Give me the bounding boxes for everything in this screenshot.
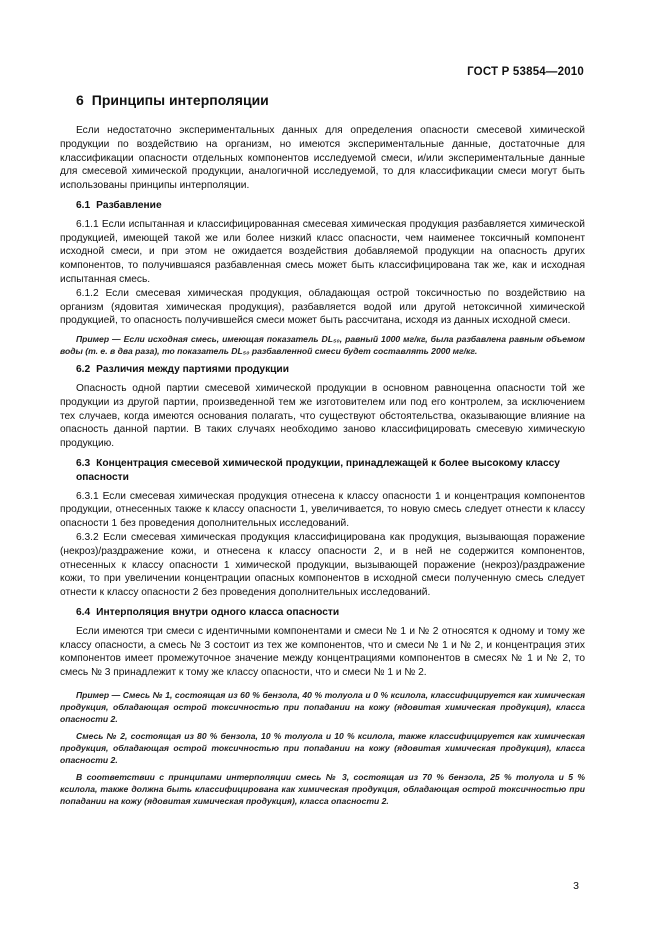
section-heading xyxy=(76,92,585,108)
paragraph-6-1-2: 6.1.2 Если смесевая химическая продукция, обладающая острой токсичностью по воздействию на организм (ядовитая химическая продукция), разбавляется водой или другой нетоксичной химической продукцией, то опасность получившейся смеси может быть рассчитана, исходя из данных исходной смеси. xyxy=(60,287,585,327)
paragraph-6-4: Если имеются три смеси с идентичными компонентами и смеси № 1 и № 2 относятся к одному и тому же классу опасности, а смесь № 3 состоит из тех же компонентов, что и смеси № 1 и № 2, и концентрация этих компонентов имеет промежуточное значение между концентрациями компонентов в смесях № 1 и № 2, то смесь № 3 принадлежит к тому же классу опасности, что и смеси № 1 и № 2. xyxy=(60,625,585,679)
subsection-heading-6-3: 6.3 Концентрация смесевой химической продукции, принадлежащей к более высокому классу опасности xyxy=(76,457,560,483)
paragraph-6-2: Опасность одной партии смесевой химической продукции в основном равноценна опасности той же продукции из другой партии, произведенной тем же изготовителем или под его контролем, за исключением тех случаев, когда имеются основания полагать, что существуют обстоятельства, оказывающие влияние на опасность данной партии. В таких случаях необходимо заново классифицировать смесевую химическую продукцию. xyxy=(60,382,585,450)
page-number: 3 xyxy=(573,880,579,892)
example-note-6-1: Пример — Если исходная смесь, имеющая показатель DL₅₀, равный 1000 мг/кг, была разбавлена равным объемом воды (т. е. в два раза), то показатель DL₅₀ разбавленной смеси будет составлять 2000 мг/кг. xyxy=(60,334,585,357)
example-note-6-4-2: Смесь № 2, состоящая из 80 % бензола, 10 % толуола и 10 % ксилола, также классифицируется как химическая продукция, обладающая острой токсичностью при попадании на кожу (ядовитая химическая продукция), класса опасности 2. xyxy=(60,730,585,765)
intro-paragraph: Если недостаточно экспериментальных данных для определения опасности смесевой химической продукции по воздействию на организм, но имеются экспериментальные данные, достаточные для классификации опасности отдельных компонентов исследуемой смеси, и/или экспериментальные данные для смесевой химической продукции, аналогичной исследуемой, то для классификации смеси могут быть использованы принципы интерполяции. xyxy=(60,125,585,192)
section-number: 6 xyxy=(76,92,84,108)
subsection-heading-6-2: 6.2 Различия между партиями продукции xyxy=(76,364,289,376)
section-title: Принципы интерполяции xyxy=(91,92,269,108)
paragraph-6-1-1: 6.1.1 Если испытанная и классифицированная смесевая химическая продукция разбавляется химической продукцией, имеющей такой же или более низкий класс опасности, чем наименее токсичный компонент исходной смеси, и при этом не ожидается воздействия добавляемой продукции на опасность других компонентов, то получившаяся разбавленная смесь может быть классифицирована так же, как и исходная испытанная смесь. xyxy=(60,218,585,285)
paragraph-6-3-1: 6.3.1 Если смесевая химическая продукция отнесена к классу опасности 1 и концентрация компонентов продукции, отнесенных также к классу опасности 1, увеличивается, то новую смесь следует отнести к классу опасности 1 без проведения дополнительных исследований. xyxy=(60,490,585,530)
subsection-heading-6-1: 6.1 Разбавление xyxy=(76,199,162,211)
standard-header: ГОСТ Р 53854—2010 xyxy=(467,66,584,78)
example-note-6-4-1: Пример — Смесь № 1, состоящая из 60 % бензола, 40 % толуола и 0 % ксилола, классифицируется как химическая продукция, обладающая острой токсичностью при попадании на кожу (ядовитая химическая продукция), класса опасности 2. xyxy=(60,689,585,724)
page-content xyxy=(60,92,585,811)
paragraph-6-3-2: 6.3.2 Если смесевая химическая продукция классифицирована как продукция, вызывающая поражение (некроз)/раздражение кожи, и отнесена к классу опасности 2, и в ней не содержится компонентов, отнесенных к классу опасности 1 химической продукции, вызывающей поражение (некроз)/раздражение кожи, то при увеличении концентрации опасных компонентов в исходной смеси полученную смесь следует отнести к классу опасности 2 без проведения дополнительных исследований. xyxy=(60,531,585,599)
example-note-6-4-3: В соответствии с принципами интерполяции смесь № 3, состоящая из 70 % бензола, 25 % толуола и 5 % ксилола, также должна быть классифицирована как химическая продукция, обладающая острой токсичностью при попадании на кожу (ядовитая химическая продукция), класса опасности 2. xyxy=(60,771,585,806)
subsection-heading-6-4: 6.4 Интерполяция внутри одного класса опасности xyxy=(76,606,340,618)
